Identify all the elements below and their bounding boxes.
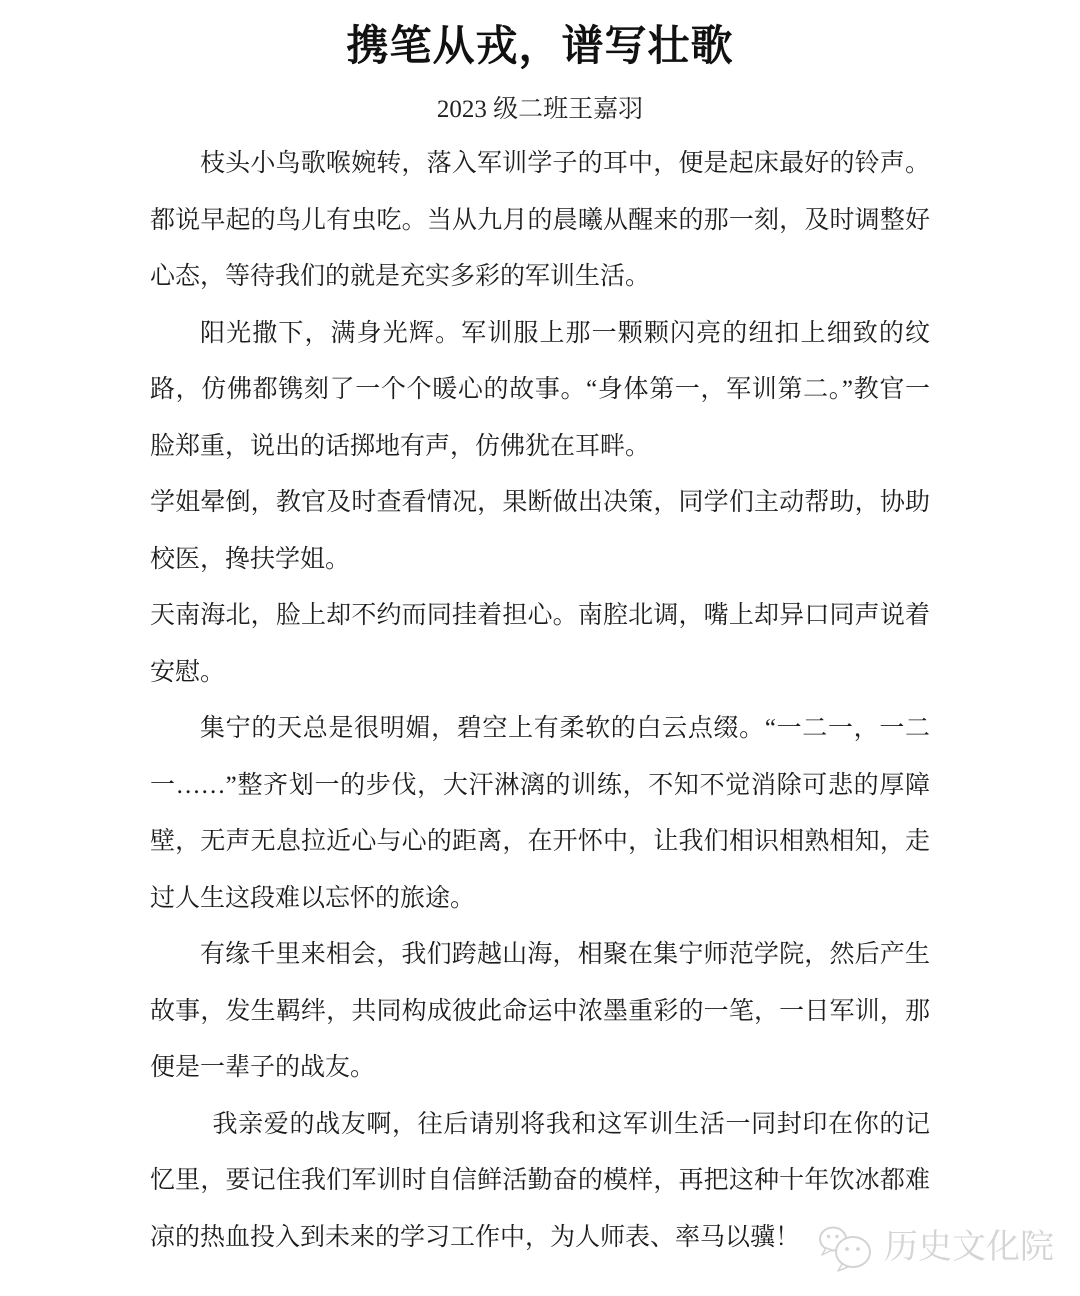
essay-paragraph: 枝头小鸟歌喉婉转，落入军训学子的耳中，便是起床最好的铃声。都说早起的鸟儿有虫吃。当从九月的晨曦从醒来的那一刻，及时调整好心态，等待我们的就是充实多彩的军训生活。	[150, 150, 930, 290]
essay-paragraph: 天南海北，脸上却不约而同挂着担心。南腔北调，嘴上却异口同声说着安慰。	[150, 602, 930, 686]
essay-paragraph: 学姐晕倒，教官及时查看情况，果断做出决策，同学们主动帮助，协助校医，搀扶学姐。	[150, 489, 930, 573]
watermark	[816, 1222, 1054, 1274]
page-title: 携笔从戎，谱写壮歌	[346, 24, 734, 70]
essay-body	[150, 136, 930, 1266]
essay-paragraph: 集宁的天总是很明媚，碧空上有柔软的白云点缀。“一二一，一二一……”整齐划一的步伐，大汗淋漓的训练，不知不觉消除可悲的厚障壁，无声无息拉近心与心的距离，在开怀中，让我们相识相熟相知，走过人生这段难以忘怀的旅途。	[150, 715, 930, 912]
byline: 2023 级二班王嘉羽	[436, 96, 644, 123]
essay-paragraph: 有缘千里来相会，我们跨越山海，相聚在集宁师范学院，然后产生故事，发生羁绊，共同构成彼此命运中浓墨重彩的一笔，一日军训，那便是一辈子的战友。	[150, 941, 930, 1081]
essay-paragraph: 阳光撒下，满身光辉。军训服上那一颗颗闪亮的纽扣上细致的纹路，仿佛都镌刻了一个个暖心的故事。“身体第一，军训第二。”教官一脸郑重，说出的话掷地有声，仿佛犹在耳畔。	[150, 319, 930, 460]
watermark-label: 历史文化院	[884, 1229, 1054, 1266]
essay-paragraph: 我亲爱的战友啊，往后请别将我和这军训生活一同封印在你的记忆里，要记住我们军训时自信鲜活勤奋的模样，再把这种十年饮冰都难凉的热血投入到未来的学习工作中，为人师表、率马以骥！	[150, 1110, 930, 1251]
wechat-icon	[816, 1224, 874, 1272]
